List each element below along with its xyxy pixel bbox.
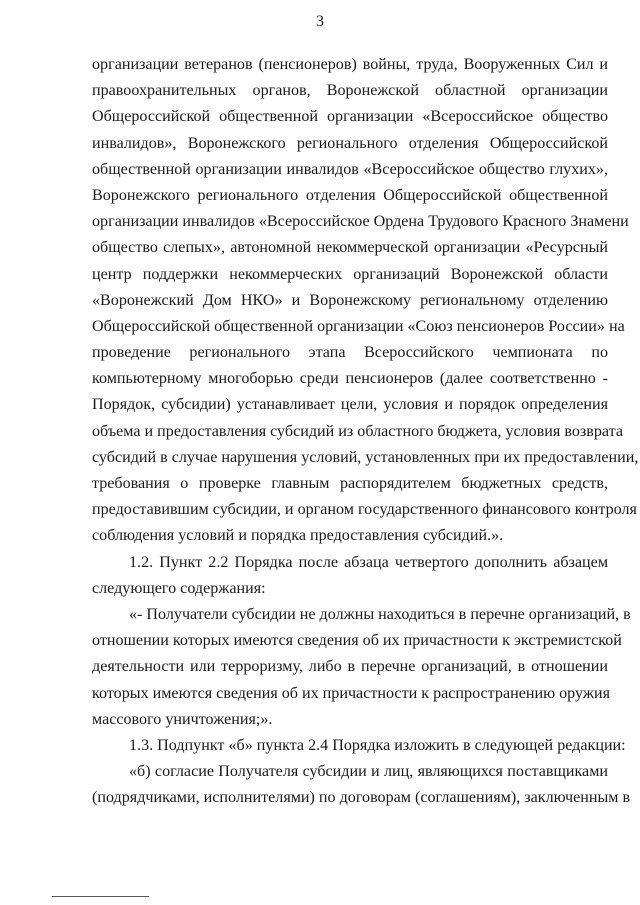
document-body bbox=[92, 52, 639, 811]
text-line: компьютерному многоборью среди пенсионеров (далее соответственно - bbox=[92, 370, 608, 388]
text-line: объема и предоставления субсидий из областного бюджета, условия возврата bbox=[92, 422, 623, 440]
text-line: Общероссийской общественной организации «Всероссийское общество bbox=[92, 108, 608, 126]
text-line: Общероссийской общественной организации «Союз пенсионеров России» на bbox=[92, 317, 625, 335]
footer-rule bbox=[52, 896, 149, 897]
text-line: правоохранительных органов, Воронежской областной организации bbox=[92, 82, 608, 100]
text-line: субсидий в случае нарушения условий, установленных при их предоставлении, bbox=[92, 448, 639, 466]
text-line: инвалидов», Воронежского регионального отделения Общероссийской bbox=[92, 134, 608, 152]
text-line: Порядок, субсидии) устанавливает цели, условия и порядок определения bbox=[92, 396, 608, 414]
text-line: «Воронежский Дом НКО» и Воронежскому региональному отделению bbox=[92, 291, 608, 309]
text-line: центр поддержки некоммерческих организаций Воронежской области bbox=[92, 265, 608, 283]
text-line: следующего содержания: bbox=[92, 579, 266, 597]
text-line: 1.3. Подпункт «б» пункта 2.4 Порядка изложить в следующей редакции: bbox=[129, 736, 626, 754]
text-line: соблюдения условий и порядка предоставления субсидий.». bbox=[92, 527, 504, 545]
text-line: организации ветеранов (пенсионеров) войны, труда, Вооруженных Сил и bbox=[92, 56, 608, 73]
text-line: проведение регионального этапа Всероссийского чемпионата по bbox=[92, 344, 608, 362]
text-line: отношении которых имеются сведения об их причастности к экстремистской bbox=[92, 632, 622, 650]
text-line: «б) согласие Получателя субсидии и лиц, являющихся поставщиками bbox=[129, 763, 608, 781]
text-line: (подрядчиками, исполнителями) по договорам (соглашениям), заключенным в bbox=[92, 789, 631, 807]
text-line: требования о проверке главным распорядителем бюджетных средств, bbox=[92, 475, 608, 492]
text-line: «- Получатели субсидии не должны находиться в перечне организаций, в bbox=[129, 605, 631, 623]
text-line: которых имеются сведения об их причастности к распространению оружия bbox=[92, 684, 610, 702]
text-line: 1.2. Пункт 2.2 Порядка после абзаца четвертого дополнить абзацем bbox=[129, 553, 608, 571]
text-line: деятельности или терроризму, либо в перечне организаций, в отношении bbox=[92, 658, 608, 676]
text-line: предоставившим субсидии, и органом государственного финансового контроля bbox=[92, 501, 637, 519]
text-line: общественной организации инвалидов «Всероссийское общество глухих», bbox=[92, 160, 608, 178]
text-line: Воронежского регионального отделения Общероссийской общественной bbox=[92, 186, 608, 204]
text-line: массового уничтожения;». bbox=[92, 710, 273, 728]
page-number: 3 bbox=[316, 13, 324, 30]
text-line: организации инвалидов «Всероссийское Ордена Трудового Красного Знамени bbox=[92, 213, 629, 231]
text-line: общество слепых», автономной некоммерческой организации «Ресурсный bbox=[92, 239, 608, 257]
